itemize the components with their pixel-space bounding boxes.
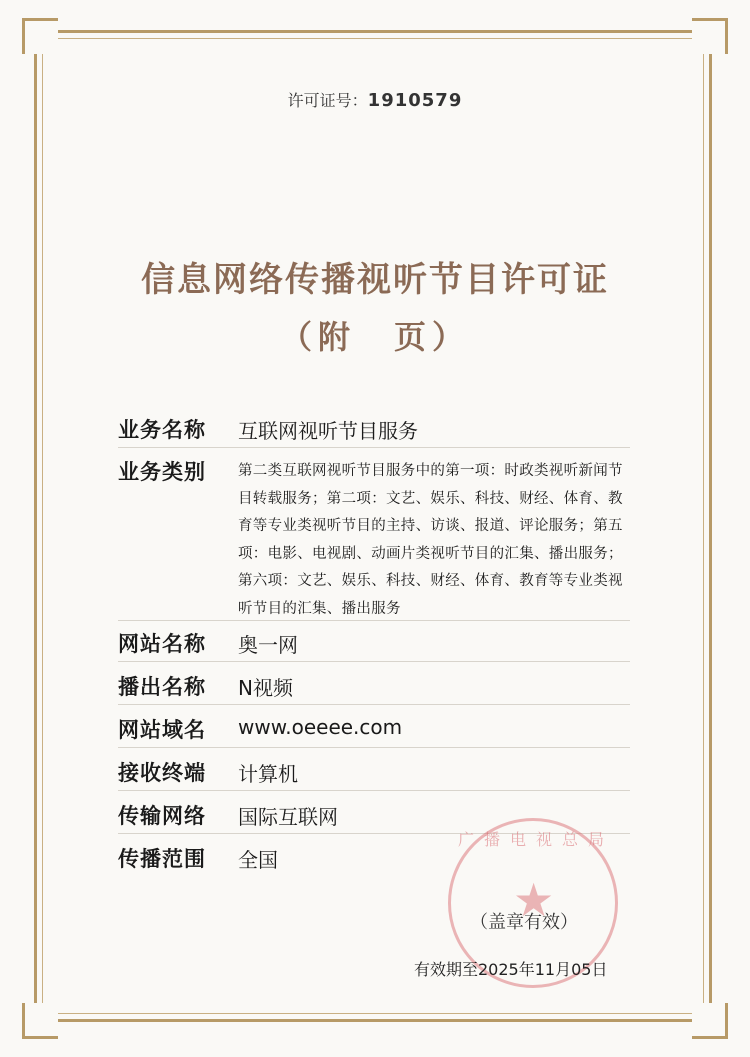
field-value: www.oeeee.com — [238, 715, 403, 739]
field-label: 业务类别 — [118, 460, 206, 484]
license-number: 1910579 — [367, 90, 463, 111]
divider — [118, 747, 630, 748]
divider — [118, 790, 630, 791]
license-number-line — [0, 88, 750, 111]
divider — [118, 620, 630, 621]
field-label: 接收终端 — [118, 761, 206, 785]
field-label: 传播范围 — [118, 847, 206, 871]
divider — [118, 447, 630, 448]
license-label: 许可证号： — [287, 91, 368, 110]
document-title: 信息网络传播视听节目许可证 — [141, 260, 609, 300]
field-value: 第二类互联网视听节目服务中的第一项：时政类视听新闻节目转载服务；第二项：文艺、娱乐、科技、财经、体育、教育等专业类视听节目的主持、访谈、报道、评论服务；第五项：电影、电视剧、动画片类视听节目的汇集、播出服务；第六项：文艺、娱乐、科技、财经、体育、教育等专业类视听节目的汇集、播出服务 — [238, 463, 623, 617]
divider — [118, 661, 630, 662]
field-label: 播出名称 — [118, 675, 206, 699]
border-corner-bottom-left — [22, 1003, 58, 1039]
expiry-date: 有效期至2025年11月05日 — [414, 960, 608, 979]
field-value: 计算机 — [238, 762, 298, 786]
border-corner-top-right — [692, 18, 728, 54]
field-value: 互联网视听节目服务 — [238, 419, 418, 443]
seal-text: 广播电视总局 — [457, 830, 614, 849]
field-label: 网站域名 — [118, 718, 206, 742]
field-label: 网站名称 — [118, 632, 206, 656]
divider — [118, 704, 630, 705]
seal-star-icon: ★ — [513, 873, 555, 927]
field-value: 国际互联网 — [238, 805, 338, 829]
document-subtitle: （附 页） — [279, 318, 470, 356]
stamp-valid-note: （盖章有效） — [470, 912, 578, 933]
field-label: 业务名称 — [118, 418, 206, 442]
border-corner-bottom-right — [692, 1003, 728, 1039]
border-corner-top-left — [22, 18, 58, 54]
field-value: 奥一网 — [238, 633, 298, 657]
field-value: 全国 — [238, 848, 278, 872]
field-value: N视频 — [238, 676, 293, 700]
field-label: 传输网络 — [118, 804, 206, 828]
